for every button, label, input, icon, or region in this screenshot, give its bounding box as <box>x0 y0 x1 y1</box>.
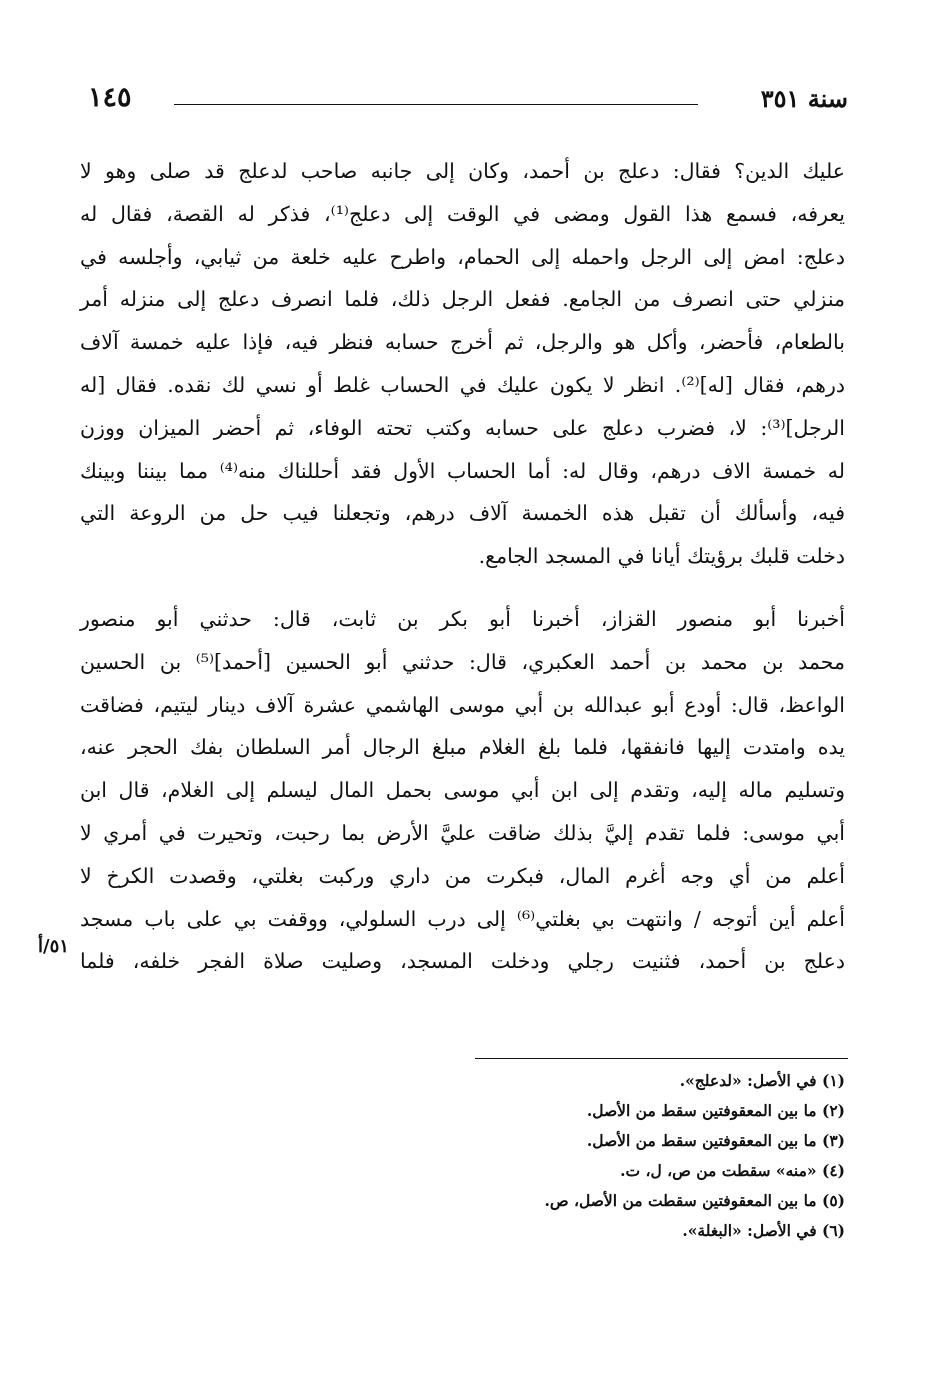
main-text <box>80 150 845 983</box>
text-line: دعلج بن أحمد، فثنيت رجلي ودخلت المسجد، وصليت صلاة الفجر خلفه، فلما <box>80 949 845 974</box>
text-line: أخبرنا أبو منصور القزاز، أخبرنا أبو بكر بن ثابت، قال: حدثني أبو منصور <box>80 606 845 631</box>
footnote: (٤) «منه» سقطت من ص، ل، ت. <box>620 1161 845 1180</box>
text-line: الواعظ، قال: أودع أبو عبدالله بن أبي موسى الهاشمي عشرة آلاف دينار ليتيم، فضاقت <box>80 692 845 717</box>
year-label: سنة ٣٥١ <box>760 84 848 113</box>
footnote: (٥) ما بين المعقوفتين سقطت من الأصل، ص. <box>544 1191 845 1210</box>
text-line: دخلت قلبك برؤيتك أيانا في المسجد الجامع. <box>478 544 845 569</box>
text-line: محمد بن محمد بن أحمد العكبري، قال: حدثني أبو الحسين [أحمد]⁽⁵⁾ بن الحسين <box>80 649 845 674</box>
footnote: (٢) ما بين المعقوفتين سقط من الأصل. <box>586 1101 845 1120</box>
text-line: وتسليم ماله إليه، وتقدم إلى ابن أبي موسى بحمل المال ليسلم إلى الغلام، قال ابن <box>80 778 845 803</box>
text-line: أعلم أين أتوجه / وانتهت بي بغلتي⁽⁶⁾ إلى درب السلولي، ووقفت بي على باب مسجد <box>80 906 845 931</box>
header-rule <box>174 104 698 105</box>
text-line: أبي موسى: فلما تقدم إليَّ بذلك ضاقت عليَّ الأرض بما رحبت، وتحيرت في أمري لا <box>80 820 845 845</box>
page-number: ١٤٥ <box>88 82 132 113</box>
footnotes <box>80 1066 845 1246</box>
running-head <box>88 82 848 122</box>
text-line: أعلم من أي وجه أغرم المال، فبكرت من داري وركبت بغلتي، وقصدت الكرخ لا <box>80 863 845 888</box>
paragraph-2 <box>80 598 845 983</box>
text-line: منزلي حتى انصرف من الجامع. ففعل الرجل ذلك، فلما انصرف دعلج إلى منزله أمر <box>80 287 845 312</box>
footnote: (١) في الأصل: «لدعلج». <box>679 1071 845 1090</box>
footnote: (٦) في الأصل: «البغلة». <box>682 1221 845 1240</box>
text-line: عليك الدين؟ فقال: دعلج بن أحمد، وكان إلى جانبه صاحب لدعلج قد صلى وهو لا <box>80 159 845 183</box>
text-line: يده وامتدت إليها فانفقها، فلما بلغ الغلام مبلغ الرجال أمر السلطان بفك الحجر عنه، <box>80 735 845 760</box>
text-line: بالطعام، فأحضر، وأكل هو والرجل، ثم أخرج حسابه فنظر فيه، فإذا عليه خمسة آلاف <box>80 330 845 355</box>
text-line: الرجل]⁽³⁾: لا، فضرب دعلج على حسابه وكتب تحته الوفاء، ثم أحضر الميزان ووزن <box>80 415 845 440</box>
footnote: (٣) ما بين المعقوفتين سقط من الأصل. <box>586 1131 845 1150</box>
footnote-rule <box>475 1058 848 1059</box>
paragraph-1 <box>80 150 845 578</box>
text-line: دعلج: امض إلى الرجل واحمله إلى الحمام، واطرح عليه خلعة من ثيابي، وأجلسه في <box>80 244 845 269</box>
text-line: فيه، وأسألك أن تقبل هذه الخمسة آلاف درهم، وتجعلنا فيب حل من الروعة التي <box>80 501 845 526</box>
text-line: له خمسة الاف درهم، وقال له: أما الحساب الأول فقد أحللناك منه⁽⁴⁾ مما بيننا وبينك <box>80 458 845 483</box>
text-line: درهم، فقال [له]⁽²⁾. انظر لا يكون عليك في الحساب غلط أو نسي لك نقده. فقال [له <box>80 372 845 397</box>
text-line: يعرفه، فسمع هذا القول ومضى في الوقت إلى دعلج⁽¹⁾، فذكر له القصة، فقال له <box>80 201 845 226</box>
margin-folio-note: ٥١/أ <box>38 936 69 957</box>
